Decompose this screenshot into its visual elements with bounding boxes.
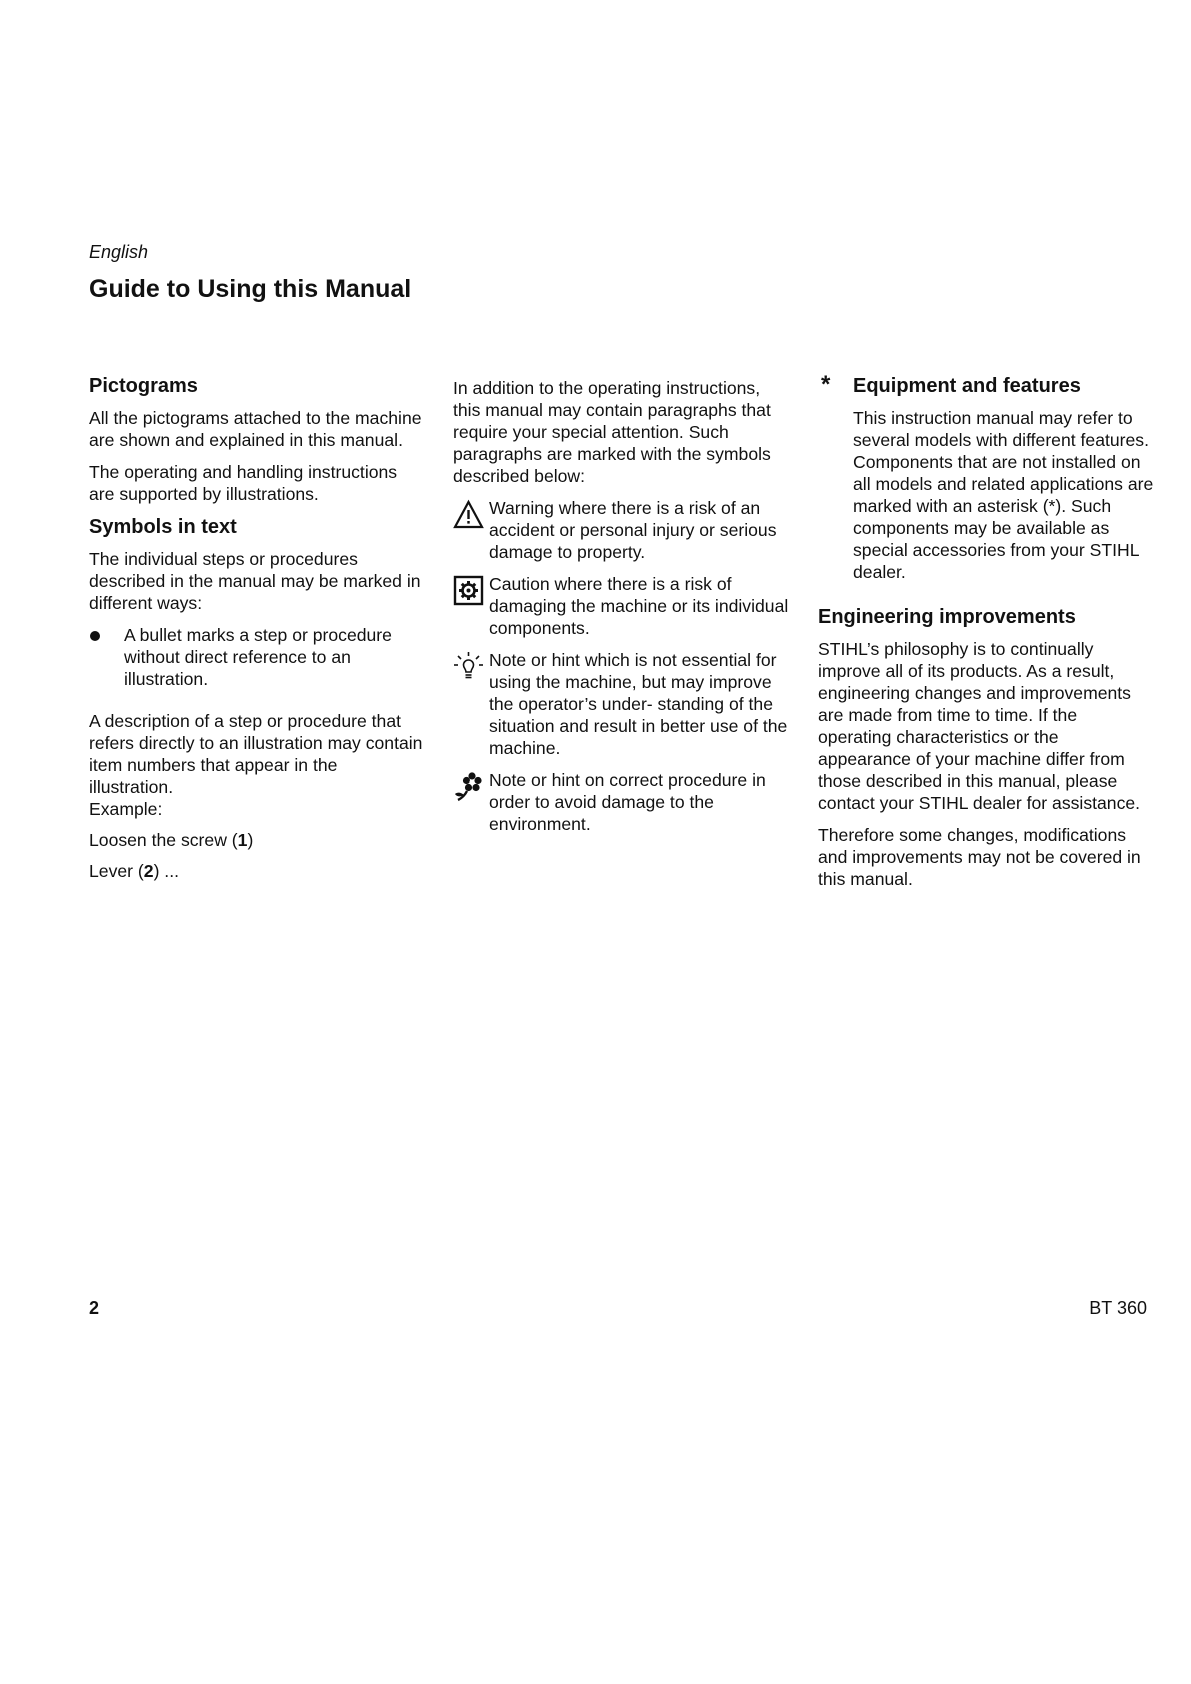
symbol-item-caution [453,573,789,639]
example-2-number: 2 [143,861,154,881]
example-1-number: 1 [237,830,248,850]
symbol-text-caution: Caution where there is a risk of damaging the machine or its individual components. [489,574,789,638]
bullet-text: A bullet marks a step or procedure without direct reference to an illustration. [124,625,392,689]
model-label: BT 360 [1089,1298,1147,1318]
example-label: Example: [89,799,163,819]
symbols-intro: In addition to the operating instructions, this manual may contain paragraphs that require your special attention. Such paragraphs are marked with the symbols described below: [453,378,771,486]
language-label: English [89,242,149,262]
symbol-text-note: Note or hint which is not essential for using the machine, but may improve the operator’s under- standing of the situation and result in better use of the machine. [489,650,788,758]
page-number: 2 [89,1298,100,1318]
equipment-paragraph: This instruction manual may refer to several models with different features. Components that are not installed on all models and related applications are marked with an asterisk (*). Such components may be available as special accessories from your STIHL dealer. [853,408,1154,582]
symbol-item-warning [453,497,789,563]
symbols-heading: Symbols in text [89,516,237,538]
example-line-2 [89,860,425,882]
equipment-heading: Equipment and features [853,375,1081,397]
page-title: Guide to Using this Manual [89,275,412,303]
example-1-end: ) [247,830,254,850]
pictograms-heading: Pictograms [89,375,198,397]
symbol-text-warning: Warning where there is a risk of an accident or personal injury or serious damage to property. [489,498,777,562]
bullet-list-item [89,624,425,690]
flower-icon [453,771,484,802]
engineering-paragraph-1: STIHL’s philosophy is to continually improve all of its products. As a result, engineering changes and improvements are made from time to time. If the operating characteristics or the appearance of your machine differ from those described in this manual, please contact your STIHL dealer for assistance. [818,639,1141,813]
equipment-heading-row [818,371,1154,398]
engineering-heading: Engineering improvements [818,606,1076,628]
example-2-text: Lever ( [89,861,144,881]
bullet-dot-icon [90,631,100,641]
example-line-1 [89,829,425,851]
column-left [89,374,425,891]
example-1-text: Loosen the screw ( [89,830,238,850]
example-2-end: ) ... [153,861,179,881]
symbols-paragraph: The individual steps or procedures described in the manual may be marked in different ways: [89,549,421,613]
engineering-paragraph-2: Therefore some changes, modifications and improvements may not be covered in this manual. [818,825,1141,889]
lightbulb-icon [453,651,484,682]
description-paragraph: A description of a step or procedure that refers directly to an illustration may contain item numbers that appear in the illustration. [89,711,423,797]
asterisk-icon: * [821,371,831,398]
symbol-item-note [453,649,789,759]
column-right [818,371,1154,900]
warning-triangle-icon [453,499,484,530]
column-middle [453,377,789,845]
symbol-text-environment: Note or hint on correct procedure in order to avoid damage to the environment. [489,770,766,834]
pictograms-paragraph-2: The operating and handling instructions are supported by illustrations. [89,462,398,504]
pictograms-paragraph-1: All the pictograms attached to the machine are shown and explained in this manual. [89,408,422,450]
caution-gear-icon [453,575,484,606]
symbol-item-environment [453,769,789,835]
